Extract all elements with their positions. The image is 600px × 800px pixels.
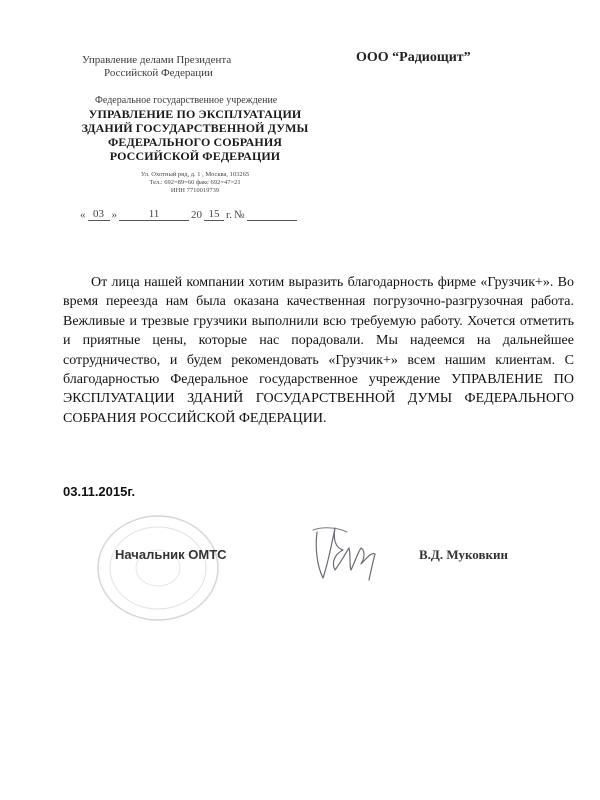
dept-line-1: Управление делами Президента [82,54,232,66]
body-paragraph: От лица нашей компании хотим выразить благодарность фирме «Грузчик+». Во время переезда нам была оказана качественная погрузочно-разгрузочная работа. Вежливые и трезвые грузчики выполнили всю требуемую работу. Хочется отметить и приятные цены, которые нас порадовали. Мы надеемся на дальнейшее сотрудничество, и будем рекомендовать «Грузчик+» всем нашим клиентам. С благодарностью Федеральное государственное учреждение УПРАВЛЕНИЕ ПО ЭКСПЛУАТАЦИИ ЗДАНИЙ ГОСУДАРСТВЕННОЙ ДУМЫ ФЕДЕРАЛЬНОГО СОБРАНИЯ РОССИЙСКОЙ ФЕДЕРАЦИИ. [63,275,574,426]
letter-date-line [80,208,297,221]
letter-number-value [247,208,297,221]
signature-date: 03.11.2015г. [63,484,136,499]
org-address: Ул. Охотный ряд, д. 1 , Москва, 103265 [140,171,250,178]
org-contacts [110,171,280,195]
date-month: 11 [119,208,189,221]
date-century: 20 [191,209,202,221]
signature-icon [305,518,385,588]
stamp-icon [88,510,228,630]
org-name-line-1: УПРАВЛЕНИЕ ПО ЭКСПЛУАТАЦИИ [88,107,302,121]
org-name-line-4: РОССИЙСКОЙ ФЕДЕРАЦИИ [109,149,281,163]
org-name-line-2: ЗДАНИЙ ГОСУДАРСТВЕННОЙ ДУМЫ [81,121,309,135]
recipient-company: ООО “Радиощит” [356,50,471,65]
letter-number-label: № [234,209,245,221]
org-name [70,107,320,163]
date-day: 03 [88,208,110,221]
date-suffix: г. [226,209,233,221]
date-close-quote: » [111,209,117,221]
date-year: 15 [204,208,224,221]
dept-line-2: Российской Федерации [104,67,213,79]
letter-body [63,273,574,428]
date-open-quote: « [80,209,86,221]
org-type: Федеральное государственное учреждение [95,95,278,106]
signer-name: В.Д. Муковкин [419,547,508,562]
signer-position: Начальник ОМТС [115,547,227,562]
org-inn: ИНН 7710019739 [170,187,220,194]
org-name-line-3: ФЕДЕРАЛЬНОГО СОБРАНИЯ [107,135,283,149]
org-phones: Тел.: 692=89=60 факс 692=47=21 [149,179,241,186]
